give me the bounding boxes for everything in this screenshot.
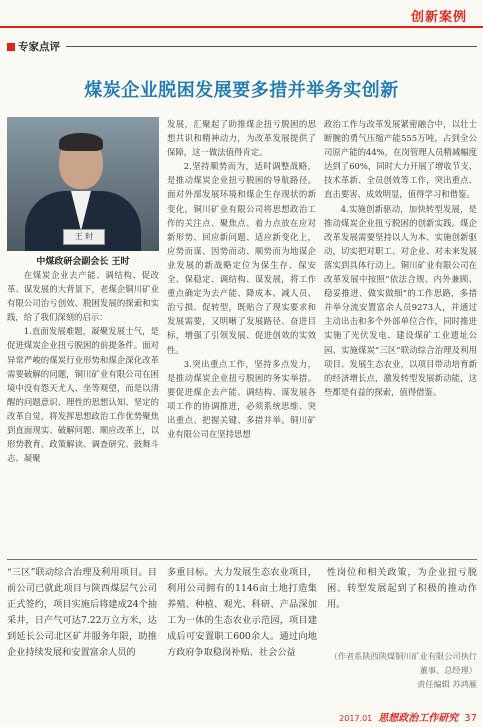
portrait-photo xyxy=(7,117,159,251)
nameplate: 王 时 xyxy=(63,229,105,245)
section-rule xyxy=(66,46,477,47)
bottom-column-3 xyxy=(327,565,477,613)
section-divider xyxy=(7,559,477,560)
bottom-column-1 xyxy=(7,565,157,661)
body-column-1 xyxy=(7,268,159,465)
photo-caption: 中煤政研会副会长 王时 xyxy=(36,257,130,267)
paragraph: 3.突出重点工作，坚持多点发力，是推动煤炭企业扭亏脱困的务实举措。要促进煤企去产能、调结构、谋发展各项工作的协调推进，必须系统思维、突出重点、把握关键、多措并举。铜川矿业有限公司在坚持思想 xyxy=(167,358,316,440)
paragraph: “三区”联动综合治理及利用项目。目前公司已就此项目与陕西煤层气公司正式签约，项目实施后将建成24个抽采井，日产气可达7.22万立方米，达到延长公司北区矿井服务年限，助推企业持续发展和安置富余人员的 xyxy=(7,567,157,658)
header-rule xyxy=(0,26,483,28)
issue-date: 2017.01 xyxy=(339,714,373,723)
paragraph: 政治工作与改革发展紧密融合中，以壮士断腕的勇气压缩产能555万吨，占到全公司原产能的44%，在岗管理人员精减幅度达到了60%，同时大力开展了增收节支、技术革新、全员创效等工作，突出重点、直击要害、成效明显，值得学习和借鉴。 xyxy=(324,119,477,200)
section-heading xyxy=(7,39,477,54)
author-note: （作者系陕西陕煤铜川矿业有限公司执行董事、总经理） xyxy=(329,651,477,675)
paragraph: 2.坚持顺势而为，适时调整战略，是推动煤炭企业扭亏脱困的导航路径。面对外部发展环境和煤企生存现状的新变化，铜川矿业有限公司将思想政治工作的关注点、聚焦点、着力点放在应对新形势、回应新问题、适应新变化上，应势而谋、因势而动、顺势而为地谋企业发展的新战略定位为保生存、保安全、保稳定、调结构、谋发展，将工作重点确定为去产能、降成本、减人员、治亏损、促转型，既贴合了现实要求和发展需要，又明晰了发展路径、奋进目标，增强了引领发展、促进创效的实效性。 xyxy=(167,161,316,355)
paragraph: 发展，汇聚起了助推煤企扭亏脱困的思想共识和精神动力，为改革发展提供了保障，这一做法值得肯定。 xyxy=(167,119,316,158)
paragraph: 多重目标。大力发展生态农业项目，利用公司拥有的1146亩土地打造集养殖、种植、观光、科研、产品深加工为一体的生态农业示范园，项目建成后可安置职工600余人。通过向地方政府争取稳岗补贴、社会公益 xyxy=(167,567,317,658)
paragraph: 4.实施创新驱动，加快转型发展，是推动煤炭企业扭亏脱困的创新实践。煤企改革发展需要坚持以人为本、实施创新驱动，切实把对职工、对企业、对未来发展落实到具体行动上。铜川矿业有限公司在改革发展中按照“依法合规、内外兼顾、稳妥推进、做实做细”的工作思路，多措并举分流安置富余人员9273人，并通过主动出击和多个外部单位合作，同时推进实施了光伏发电、建设煤矿工业遗址公园、实施煤炭“三区”联动综合治理及利用项目、发展生态农业，以项目带动培育新的经济增长点，激发转型发展新动能，这些都是有益的探索，值得借鉴。 xyxy=(324,203,477,397)
paragraph: 在煤炭企业去产能、调结构、促改革、谋发展的大背景下，老煤企铜川矿业有限公司治亏创效、脱困发展的探索和实践，给了我们深刻的启示： xyxy=(7,270,159,323)
page-footer xyxy=(339,709,477,724)
editor-credit: 责任编辑 苏鸿雁 xyxy=(417,679,477,689)
magazine-name: 思想政治工作研究 xyxy=(378,713,459,724)
body-column-2 xyxy=(167,117,316,441)
section-label: 专家点评 xyxy=(18,41,60,53)
section-marker-icon xyxy=(7,43,15,51)
bottom-column-2 xyxy=(167,565,317,661)
portrait-hair xyxy=(59,133,103,151)
article-title: 煤炭企业脱困发展要多措并举务实创新 xyxy=(84,80,399,101)
category-header: 创新案例 xyxy=(410,10,467,25)
page-number: 37 xyxy=(464,713,477,724)
paragraph: 性岗位和相关政策，为企业扭亏脱困、转型发展起到了积极的推动作用。 xyxy=(327,567,477,610)
paragraph: 1.直面发展难题，凝聚发展士气，是促进煤炭企业扭亏脱困的前提条件。面对异常严峻的煤炭行业形势和煤企深化改革需要破解的问题，铜川矿业有限公司在困境中没有怨天尤人、坐等观望，而是以清醒的问题意识、理性的思想认知、坚定的改革自觉，将发挥思想政治工作优势聚焦到直面现实、破解问题、顺应改革上，以形势教育、政策解读、调查研究、鼓舞斗志、凝聚 xyxy=(7,326,159,464)
body-column-3 xyxy=(324,117,477,399)
